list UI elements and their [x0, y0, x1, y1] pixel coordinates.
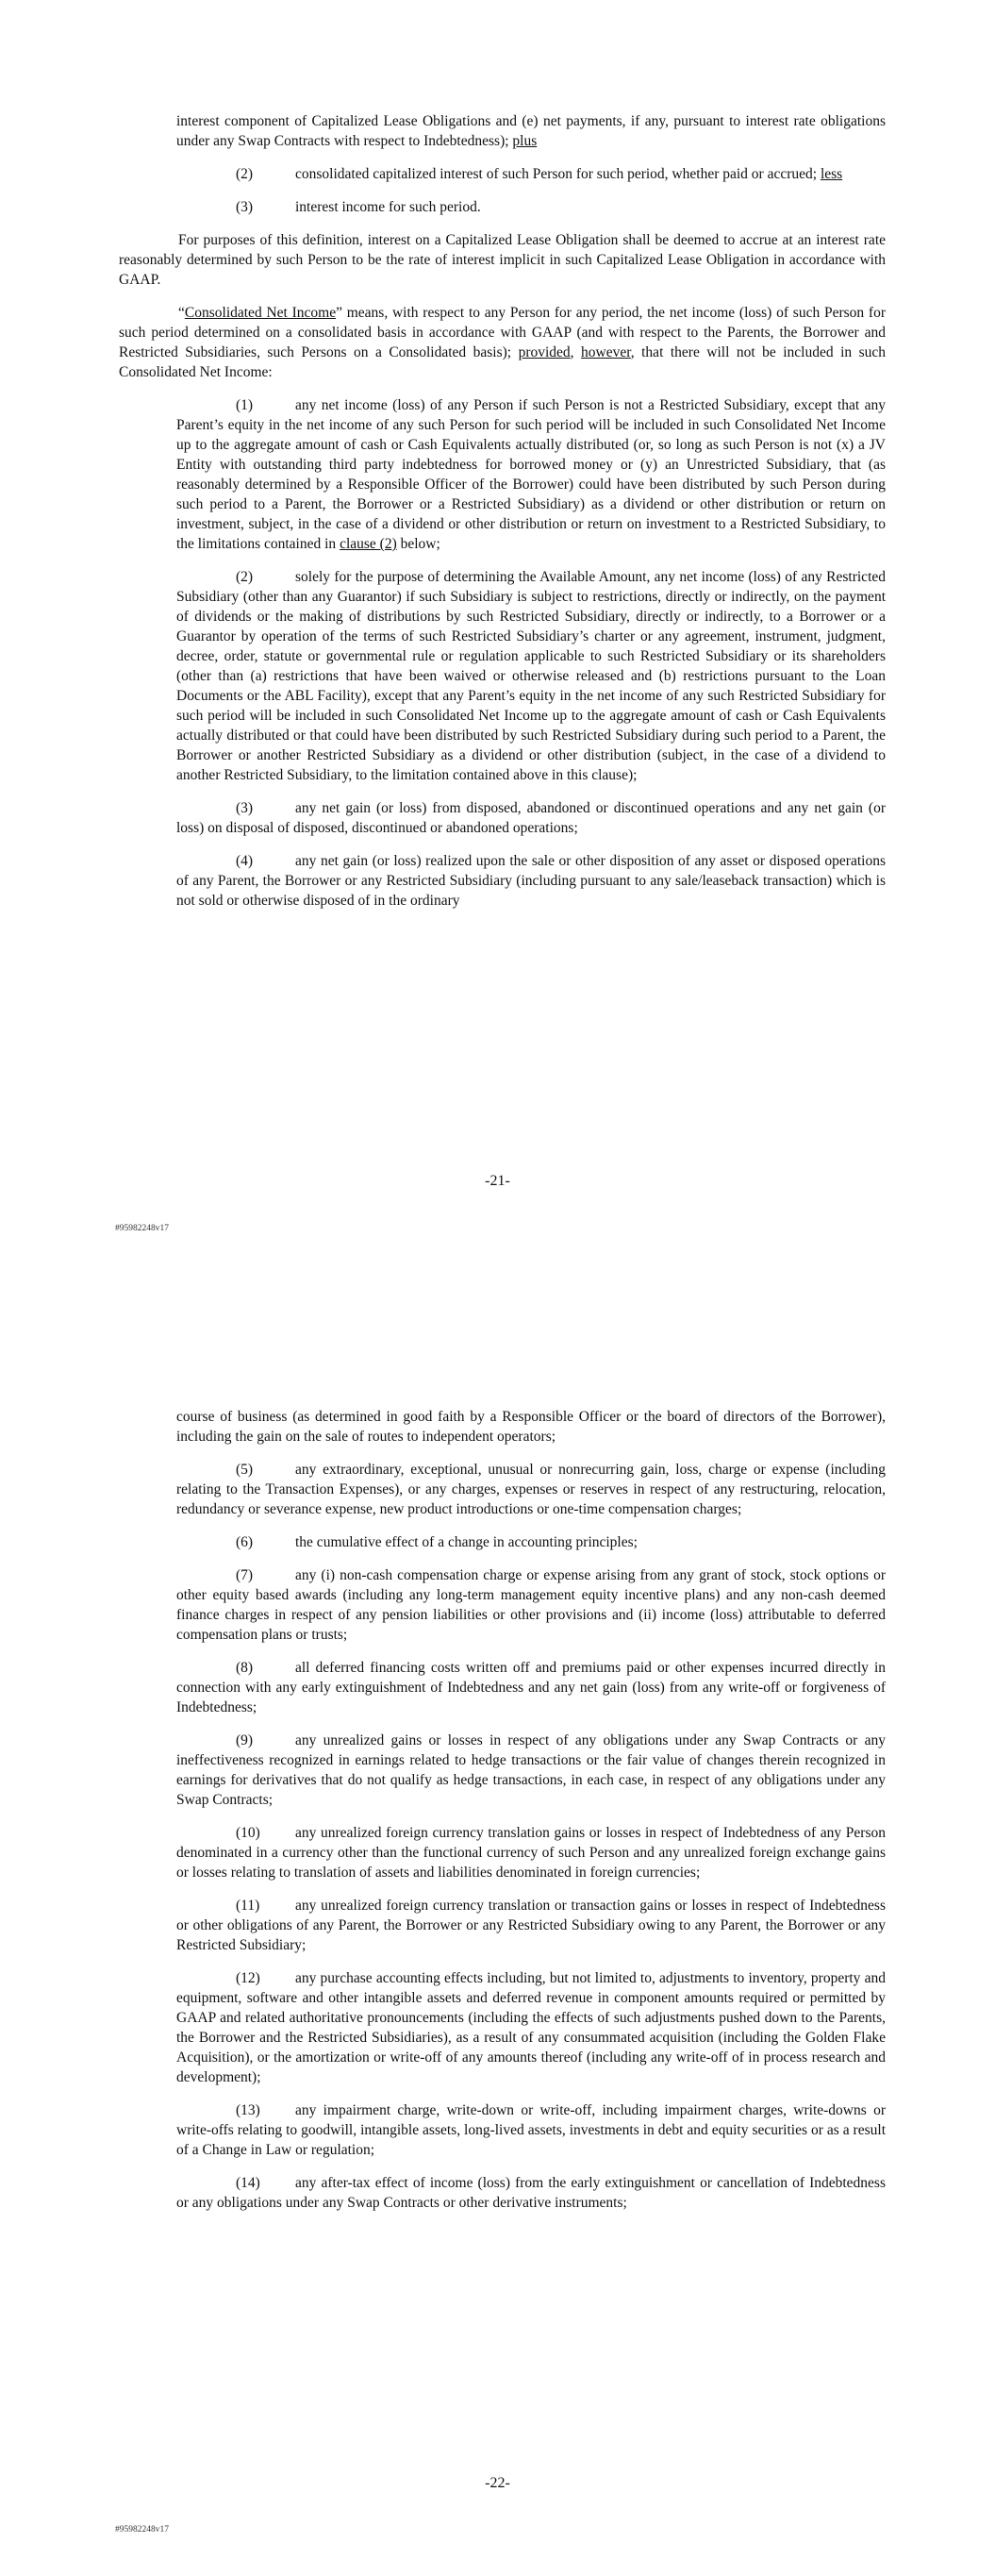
clause-13-number: (13)	[236, 2102, 260, 2118]
clause-1	[176, 395, 886, 554]
clause-11	[176, 1896, 886, 1955]
item-2-number: (2)	[236, 166, 254, 182]
clause-6-text: the cumulative effect of a change in accounting principles;	[295, 1534, 638, 1550]
clause-2-text: solely for the purpose of determining the Available Amount, any net income (loss) of any Restricted Subsidiary (other than any Guarantor) if such Subsidiary is subject to restrictions, directly or indirectly, on the payment of dividends or the making of distributions by such Restricted Subsidiary, directly or indirectly, to a Borrower or a Guarantor by operation of the terms of such Restricted Subsidiary’s charter or any agreement, instrument, judgment, decree, order, statute or governmental rule or regulation applicable to such Restricted Subsidiary or its shareholders (other than (a) restrictions that have been waived or otherwise released and (b) restrictions pursuant to the Loan Documents or the ABL Facility), except that any Parent’s equity in the net income of any such Restricted Subsidiary for such period will be included in such Consolidated Net Income up to the aggregate amount of cash or Cash Equivalents actually distributed or that could have been distributed by such Restricted Subsidiary during such period to a Parent, the Borrower or another Restricted Subsidiary as a dividend or other distribution (subject, in the case of a dividend to another Restricted Subsidiary, to the limitation contained above in this clause);	[176, 569, 886, 783]
clause-9-number: (9)	[236, 1732, 254, 1748]
clause-1-text: any net income (loss) of any Person if such Person is not a Restricted Subsidiary, except that any Parent’s equity in the net income of any such Person for such period will be included in such Consolidated Net Income up to the aggregate amount of cash or Cash Equivalents actually distributed (or, so long as such Person is not (x) a JV Entity with outstanding third party indebtedness for borrowed money or (y) an Unrestricted Subsidiary, that (as reasonably determined by a Responsible Officer of the Borrower) could have been distributed by such Person during such period to a Parent, the Borrower or a Restricted Subsidiary) as a dividend or other distribution or return on investment, subject, in the case of a dividend or other distribution or return on investment to a Restricted Subsidiary, to the limitations contained in	[176, 397, 886, 552]
clause-8	[176, 1658, 886, 1717]
clause-3	[176, 798, 886, 838]
clause-7-number: (7)	[236, 1567, 254, 1583]
def-term: Consolidated Net Income	[184, 305, 337, 321]
clause-7	[176, 1565, 886, 1645]
page-number: -22-	[485, 2475, 510, 2491]
def-body: ” means, with respect to any Person for any period, the net income (loss) of such Person for such period determined on a consolidated basis in accordance with GAAP (and with respect to the Parents, the Borrower and Restricted Subsidiaries, such Persons on a Consolidated basis);	[119, 305, 887, 360]
clause-1-number: (1)	[236, 397, 254, 413]
clause-13	[176, 2100, 886, 2160]
clause-9-text: any unrealized gains or losses in respect of any obligations under any Swap Contracts or any ineffectiveness recognized in earnings related to hedge transactions or the fair value of changes therein recognized in earnings for derivatives that do not qualify as hedge transactions, in each case, in respect of any obligations under any Swap Contracts;	[176, 1732, 886, 1808]
clause-6	[176, 1532, 886, 1552]
clause-3-number: (3)	[236, 800, 254, 816]
page-21-body	[119, 111, 887, 924]
item-3	[176, 197, 886, 217]
consolidated-net-income-definition	[119, 303, 886, 382]
clause-8-number: (8)	[236, 1660, 254, 1676]
clause-2	[176, 567, 886, 785]
clause-4-text: any net gain (or loss) realized upon the sale or other disposition of any asset or disposed operations of any Parent, the Borrower or any Restricted Subsidiary (including pursuant to any sale/leaseback transaction) which is not sold or otherwise disposed of in the ordinary	[176, 853, 886, 909]
clause-2-number: (2)	[236, 569, 254, 585]
page-21	[0, 0, 995, 1283]
def-open-quote: “	[178, 305, 185, 321]
intro-paragraph	[176, 111, 886, 151]
clause-11-text: any unrealized foreign currency translation or transaction gains or losses in respect of Indebtedness or other obligations of any Parent, the Borrower or any Restricted Subsidiary owing to any Parent, the Borrower or any Restricted Subsidiary;	[176, 1898, 886, 1953]
clause-10-number: (10)	[236, 1825, 260, 1841]
def-comma: ,	[570, 344, 574, 360]
clause-3-text: any net gain (or loss) from disposed, abandoned or discontinued operations and any net gain (or loss) on disposal of disposed, discontinued or abandoned operations;	[176, 800, 886, 836]
clause-14-number: (14)	[236, 2175, 260, 2191]
item-2-less: less	[820, 166, 843, 182]
item-2-text: consolidated capitalized interest of such Person for such period, whether paid or accrued;	[295, 166, 818, 182]
clause-11-number: (11)	[236, 1898, 260, 1914]
clause-8-text: all deferred financing costs written off and premiums paid or other expenses incurred directly in connection with any early extinguishment of Indebtedness and any net gain (loss) from any write-off or forgiveness of Indebtedness;	[176, 1660, 886, 1715]
clause-12-number: (12)	[236, 1970, 260, 1986]
page-22-body	[176, 1407, 886, 2226]
clause-5-text: any extraordinary, exceptional, unusual or nonrecurring gain, loss, charge or expense (including relating to the Transaction Expenses), or any charges, expenses or reserves in respect of any restructuring, relocation, redundancy or severance expense, new product introductions or one-time compensation charges;	[176, 1462, 886, 1517]
clause-7-text: any (i) non-cash compensation charge or expense arising from any grant of stock, stock options or other equity based awards (including any long-term management equity incentive plans) and any non-cash deemed finance charges in respect of any pension liabilities or other provisions and (ii) income (loss) attributable to deferred compensation plans or trusts;	[176, 1567, 886, 1643]
def-however: however	[581, 344, 631, 360]
def-end: , that there will not be included in such Consolidated Net Income:	[119, 344, 887, 380]
item-2	[176, 164, 886, 184]
purposes-paragraph: For purposes of this definition, interest on a Capitalized Lease Obligation shall be deemed to accrue at an interest rate reasonably determined by such Person to be the rate of interest implicit in such Capitalized Lease Obligation in accordance with GAAP.	[119, 232, 886, 288]
intro-plus: plus	[512, 133, 538, 149]
clause-6-number: (6)	[236, 1534, 254, 1550]
clause-1-tail: below;	[396, 536, 440, 552]
clause-12-text: any purchase accounting effects including, but not limited to, adjustments to inventory, property and equipment, software and other intangible assets and deferred revenue in component amounts required or permitted by GAAP and related authoritative pronouncements (including the effects of such adjustments pushed down to the Parents, the Borrower and the Restricted Subsidiaries), as a result of any consummated acquisition (including the Golden Flake Acquisition), or the amortization or write-off of any amounts thereof (including any write-off of in process research and development);	[176, 1970, 886, 2085]
clause-4-continuation: course of business (as determined in good faith by a Responsible Officer or the board of directors of the Borrower), including the gain on the sale of routes to independent operators;	[176, 1409, 886, 1445]
clause-10	[176, 1823, 886, 1882]
clause-2-reference: clause (2)	[340, 536, 397, 552]
document-id: #95982248v17	[115, 2525, 169, 2534]
clause-9	[176, 1731, 886, 1810]
clause-10-text: any unrealized foreign currency translation gains or losses in respect of Indebtedness of any Person denominated in a currency other than the functional currency of such Person and any unrealized foreign exchange gains or losses relating to translation of assets and liabilities denominated in foreign currencies;	[176, 1825, 886, 1881]
clause-14-text: any after-tax effect of income (loss) from the early extinguishment or cancellation of Indebtedness or any obligations under any Swap Contracts or other derivative instruments;	[176, 2175, 886, 2211]
item-3-number: (3)	[236, 199, 254, 215]
item-3-text: interest income for such period.	[295, 199, 481, 215]
clause-5	[176, 1460, 886, 1519]
clause-13-text: any impairment charge, write-down or write-off, including impairment charges, write-downs or write-offs relating to goodwill, intangible assets, long-lived assets, investments in debt and equity securities or as a result of a Change in Law or regulation;	[176, 2102, 886, 2158]
intro-text: interest component of Capitalized Lease Obligations and (e) net payments, if any, pursuant to interest rate obligations under any Swap Contracts with respect to Indebtedness);	[176, 113, 886, 149]
clause-5-number: (5)	[236, 1462, 254, 1478]
clause-4-number: (4)	[236, 853, 254, 869]
clause-12	[176, 1968, 886, 2087]
clause-14	[176, 2173, 886, 2213]
document-id: #95982248v17	[115, 1224, 169, 1233]
page-number: -21-	[485, 1173, 510, 1189]
clause-4	[176, 851, 886, 911]
page-22	[0, 1283, 995, 2576]
def-provided: provided	[518, 344, 571, 360]
